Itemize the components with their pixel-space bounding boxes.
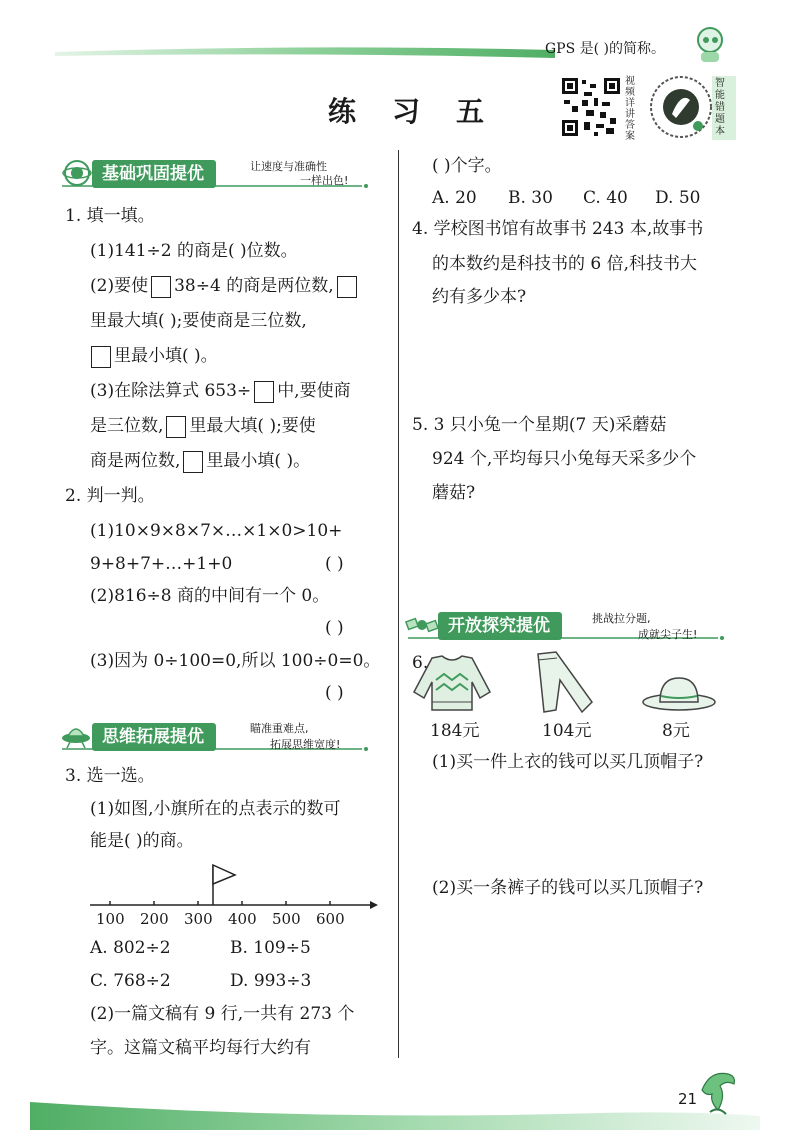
- price-sweater: 184元: [430, 721, 480, 741]
- q1-part2-line2: 里最大填( );要使商是三位数,: [90, 311, 307, 331]
- header-tip: GPS 是( )的简称。: [545, 41, 666, 57]
- q5-line3: 蘑菇?: [432, 483, 476, 503]
- price-hat: 8元: [662, 721, 690, 741]
- flag-icon: [213, 865, 235, 905]
- q3-option2-b[interactable]: B. 30: [508, 188, 553, 208]
- q3-option2-c[interactable]: C. 40: [583, 188, 628, 208]
- q2-head: 2. 判一判。: [65, 486, 155, 506]
- section-note-3b: 成就尖子生!: [638, 628, 698, 641]
- q4-line2: 的本数约是科技书的 6 倍,科技书大: [432, 254, 698, 274]
- blank-box[interactable]: [183, 451, 203, 473]
- q1-head: 1. 填一填。: [65, 206, 155, 226]
- section-title-basic: 基础巩固提优: [92, 160, 216, 188]
- page-number: 21: [678, 1090, 698, 1108]
- q3-option-d[interactable]: D. 993÷3: [230, 971, 312, 991]
- price-pants: 104元: [542, 721, 592, 741]
- q2-part1-line1: (1)10×9×8×7×…×1×0>10+: [90, 521, 343, 541]
- q4-line3: 约有多少本?: [432, 287, 527, 307]
- q2-part1-line2: 9+8+7+…+1+0: [90, 554, 233, 574]
- q1-part2-line3: 里最小填( )。: [88, 345, 218, 368]
- answer-blank[interactable]: ( ): [325, 618, 344, 638]
- q2-part3: (3)因为 0÷100=0,所以 100÷0=0。: [90, 651, 381, 671]
- q1-part1: (1)141÷2 的商是( )位数。: [90, 241, 298, 261]
- q6-head: 6.: [412, 653, 429, 673]
- q3-part1-line1: (1)如图,小旗所在的点表示的数可: [90, 799, 341, 819]
- blank-box[interactable]: [337, 276, 357, 298]
- blank-box[interactable]: [166, 416, 186, 438]
- section-note-1a: 让速度与准确性: [250, 160, 327, 173]
- axis-tick-label: 300: [184, 910, 213, 928]
- qr-code-icon: [560, 76, 622, 138]
- q3-part2-line1: (2)一篇文稿有 9 行,一共有 273 个: [90, 1004, 355, 1024]
- axis-tick-label: 500: [272, 910, 301, 928]
- q5-line2: 924 个,平均每只小兔每天采多少个: [432, 449, 697, 469]
- axis-tick-label: 200: [140, 910, 169, 928]
- blank-box[interactable]: [151, 276, 171, 298]
- section-note-2a: 瞄准重难点,: [250, 722, 309, 735]
- q1-part2-line1: (2)要使 38÷4 的商是两位数,: [90, 275, 360, 298]
- dolphin-icon: [696, 1066, 740, 1118]
- section-title-explore: 开放探究提优: [438, 612, 562, 640]
- q3-option-a[interactable]: A. 802÷2: [90, 938, 171, 958]
- section-note-2b: 拓展思维宽度!: [270, 738, 341, 751]
- q3-option2-a[interactable]: A. 20: [432, 188, 477, 208]
- axis-tick-label: 100: [96, 910, 125, 928]
- smart-qr-icon: [648, 74, 714, 140]
- answer-blank[interactable]: ( ): [325, 554, 344, 574]
- qr-label-1: 视频详讲答案: [625, 76, 635, 142]
- robot-mascot-icon: [688, 22, 732, 66]
- q3-part2-line3: ( )个字。: [432, 156, 502, 176]
- column-divider: [398, 150, 399, 1058]
- section-note-3a: 挑战拉分题,: [592, 612, 651, 625]
- blank-box[interactable]: [91, 346, 111, 368]
- q3-option-c[interactable]: C. 768÷2: [90, 971, 171, 991]
- q6-part1: (1)买一件上衣的钱可以买几顶帽子?: [432, 752, 704, 772]
- blank-box[interactable]: [254, 381, 274, 403]
- q1-part3-line1: (3)在除法算式 653÷ 中,要使商: [90, 381, 351, 401]
- qr-label-2: 智能错题本: [712, 76, 736, 140]
- header-bar: [55, 40, 555, 64]
- axis-tick-label: 600: [316, 910, 345, 928]
- q3-part2-line2: 字。这篇文稿平均每行大约有: [90, 1038, 311, 1058]
- q1-part3-line2: 是三位数, 里最大填( );要使: [90, 416, 316, 436]
- q3-option-b[interactable]: B. 109÷5: [230, 938, 311, 958]
- sweater-icon: [410, 652, 494, 714]
- q1-part3-line3: 商是两位数, 里最小填( )。: [90, 451, 311, 471]
- answer-blank[interactable]: ( ): [325, 683, 344, 703]
- q6-part2: (2)买一条裤子的钱可以买几顶帽子?: [432, 878, 704, 898]
- page-title: 练 习 五: [328, 95, 489, 128]
- q3-part1-line2: 能是( )的商。: [90, 831, 194, 851]
- q3-head: 3. 选一选。: [65, 766, 155, 786]
- q3-option2-d[interactable]: D. 50: [655, 188, 701, 208]
- q4-line1: 4. 学校图书馆有故事书 243 本,故事书: [412, 219, 704, 239]
- hat-icon: [640, 672, 718, 712]
- q5-line1: 5. 3 只小兔一个星期(7 天)采蘑菇: [412, 415, 667, 435]
- axis-tick-label: 400: [228, 910, 257, 928]
- section-title-thinking: 思维拓展提优: [92, 723, 216, 751]
- pants-icon: [530, 650, 600, 716]
- section-note-1b: 一样出色!: [300, 174, 349, 187]
- q2-part2: (2)816÷8 商的中间有一个 0。: [90, 586, 330, 606]
